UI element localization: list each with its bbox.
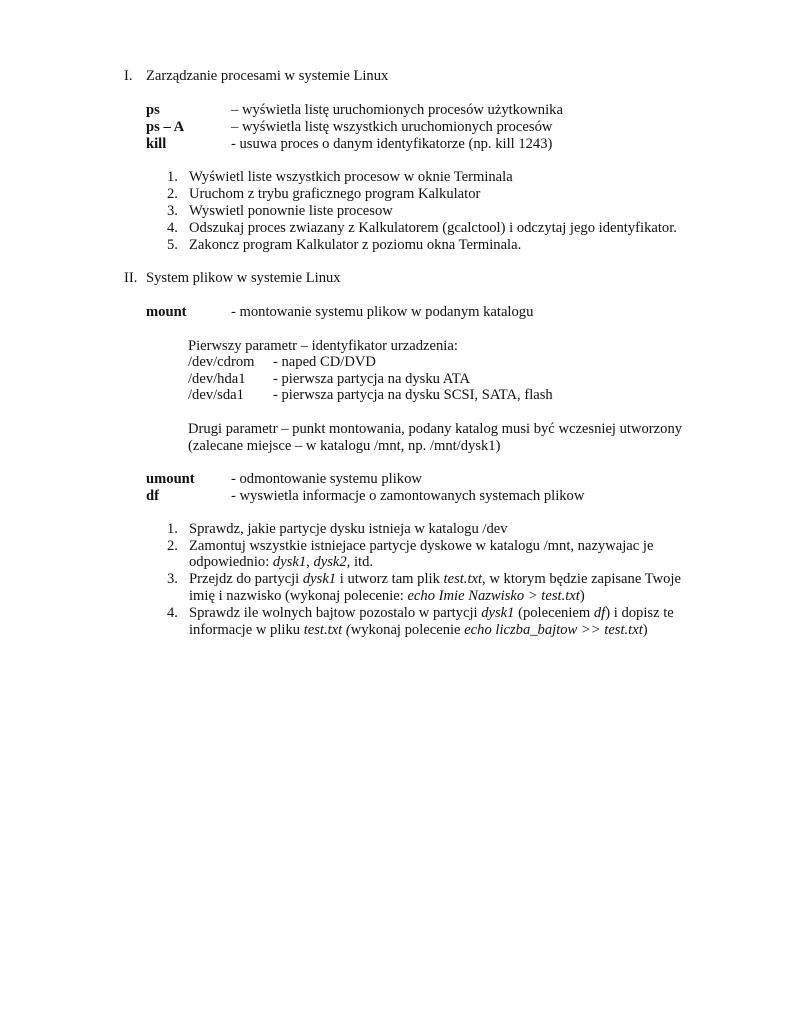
task-text: Sprawdz, jakie partycje dysku istnieja w katalogu /dev — [189, 521, 508, 537]
section1-number: I. — [124, 68, 133, 84]
task-number: 4. — [167, 605, 178, 621]
task-number: 3. — [167, 203, 178, 219]
section1-title: Zarządzanie procesami w systemie Linux — [146, 68, 389, 84]
task-text-line: odpowiednio: dysk1, dysk2, itd. — [189, 554, 374, 570]
command-ps-desc: – wyświetla listę uruchomionych procesów użytkownika — [231, 102, 563, 118]
task-number: 2. — [167, 186, 178, 202]
param2-line1: Drugi parametr – punkt montowania, podany katalog musi być wczesniej utworzony — [188, 421, 683, 437]
command-df: df — [146, 488, 159, 504]
param1-heading: Pierwszy parametr – identyfikator urzadzenia: — [188, 338, 458, 354]
task-text-line: informacje w pliku test.txt (wykonaj polecenie echo liczba_bajtow >> test.txt) — [189, 622, 648, 638]
task-text: Zakoncz program Kalkulator z poziomu okna Terminala. — [189, 237, 522, 253]
command-df-desc: - wyswietla informacje o zamontowanych systemach plikow — [231, 488, 585, 504]
task-number: 5. — [167, 237, 178, 253]
command-kill: kill — [146, 136, 167, 152]
section2-title: System plikow w systemie Linux — [146, 270, 341, 286]
task-number: 1. — [167, 169, 178, 185]
device-path: /dev/hda1 — [188, 371, 246, 387]
task-text: Uruchom z trybu graficznego program Kalkulator — [189, 186, 481, 202]
task-text: Wyświetl liste wszystkich procesow w oknie Terminala — [189, 169, 513, 185]
command-mount-desc: - montowanie systemu plikow w podanym katalogu — [231, 304, 534, 320]
device-desc: - pierwsza partycja na dysku ATA — [273, 371, 470, 387]
command-ps-a: ps – A — [146, 119, 185, 135]
command-ps-a-desc: – wyświetla listę wszystkich uruchomionych procesów — [231, 119, 553, 135]
device-path: /dev/sda1 — [188, 387, 244, 403]
command-ps: ps — [146, 102, 160, 118]
section2-number: II. — [124, 270, 138, 286]
task-number: 1. — [167, 521, 178, 537]
task-text-line: imię i nazwisko (wykonaj polecenie: echo Imie Nazwisko > test.txt) — [189, 588, 585, 604]
command-umount: umount — [146, 471, 195, 487]
task-number: 2. — [167, 538, 178, 554]
command-umount-desc: - odmontowanie systemu plikow — [231, 471, 422, 487]
device-path: /dev/cdrom — [188, 354, 255, 370]
device-desc: - pierwsza partycja na dysku SCSI, SATA, flash — [273, 387, 553, 403]
param2-line2: (zalecane miejsce – w katalogu /mnt, np. /mnt/dysk1) — [188, 438, 501, 454]
device-desc: - naped CD/DVD — [273, 354, 376, 370]
task-number: 3. — [167, 571, 178, 587]
command-mount: mount — [146, 304, 187, 320]
task-text-line: Sprawdz ile wolnych bajtow pozostalo w partycji dysk1 (poleceniem df) i dopisz te — [189, 605, 674, 621]
command-kill-desc: - usuwa proces o danym identyfikatorze (np. kill 1243) — [231, 136, 553, 152]
task-text: Odszukaj proces zwiazany z Kalkulatorem (gcalctool) i odczytaj jego identyfikator. — [189, 220, 677, 236]
task-number: 4. — [167, 220, 178, 236]
task-text: Wyswietl ponownie liste procesow — [189, 203, 393, 219]
task-text-line: Przejdz do partycji dysk1 i utworz tam plik test.txt, w ktorym będzie zapisane Twoje — [189, 571, 681, 587]
task-text: Zamontuj wszystkie istniejace partycje dyskowe w katalogu /mnt, nazywajac je — [189, 538, 654, 554]
